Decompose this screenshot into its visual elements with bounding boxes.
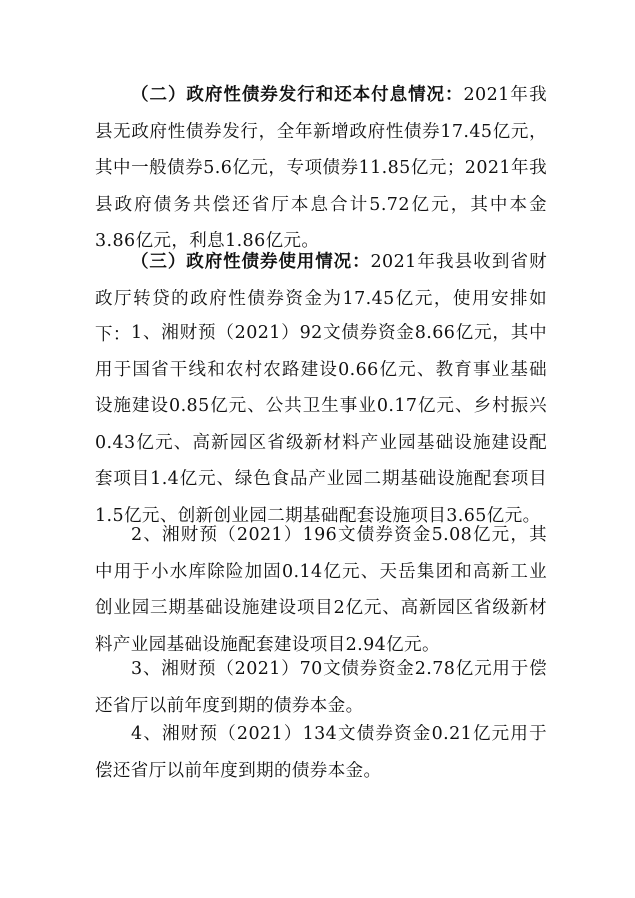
section3-body: 2021年我县收到省财政厅转贷的政府性债券资金为17.45亿元，使用安排如下： [95, 252, 547, 345]
section2-heading: （二）政府性债券发行和还本付息情况： [131, 85, 464, 105]
list-item-3: 3、湘财预（2021）70文债券资金2.78亿元用于偿还省厅以前年度到期的债券本金。 [95, 659, 547, 716]
section2-paragraph [95, 77, 547, 260]
section2-body: 2021年我县无政府性债券发行，全年新增政府性债券17.45亿元，其中一般债券5.6亿元，专项债券11.85亿元；2021年我县政府债务共偿还省厅本息合计5.72亿元，其中本金3.86亿元，利息1.86亿元。 [95, 85, 547, 251]
list-item-1: 1、湘财预（2021）92文债券资金8.66亿元，其中用于国省干线和农村农路建设0.66亿元、教育事业基础设施建设0.85亿元、公共卫生事业0.17亿元、乡村振兴0.43亿元、高新园区省级新材料产业园基础设施建设配套项目1.4亿元、绿色食品产业园二期基础设施配套项目1.5亿元、创新创业园二期基础配套设施项目3.65亿元。 [95, 323, 547, 526]
list-item-4: 4、湘财预（2021）134文债券资金0.21亿元用于偿还省厅以前年度到期的债券本金。 [95, 724, 547, 781]
section3-heading: （三）政府性债券使用情况： [131, 252, 371, 272]
list-item-2: 2、湘财预（2021）196文债券资金5.08亿元，其中用于小水库除险加固0.14亿元、天岳集团和高新工业创业园三期基础设施建设项目2亿元、高新园区省级新材料产业园基础设施配套建设项目2.94亿元。 [95, 525, 547, 655]
